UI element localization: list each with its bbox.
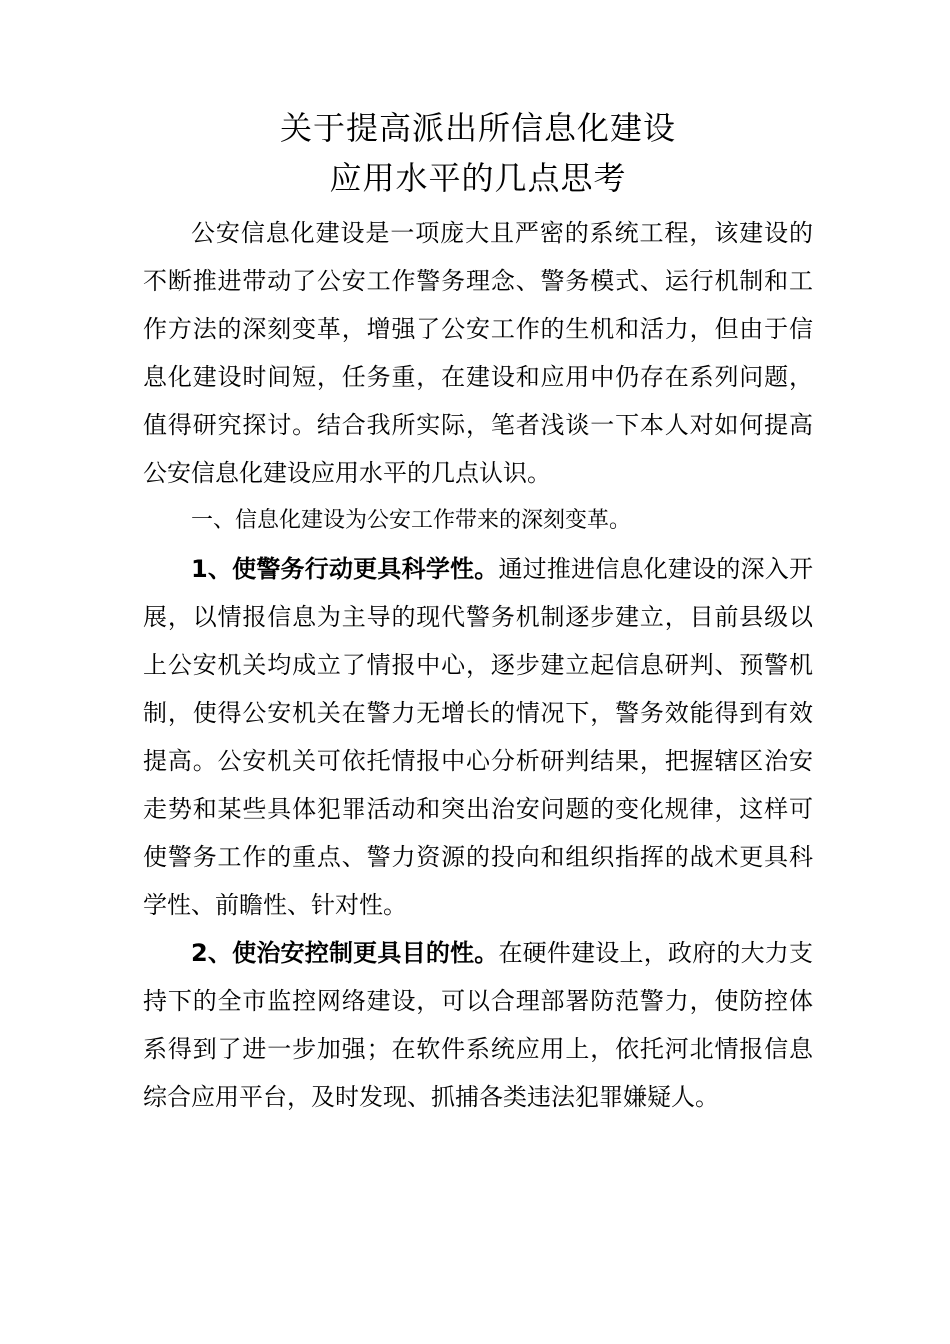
point-1-body: 通过推进信息化建设的深入开展，以情报信息为主导的现代警务机制逐步建立，目前县级以上公安机关均成立了情报中心，逐步建立起信息研判、预警机制，使得公安机关在警力无增长的情况下，警务效能得到有效提高。公安机关可依托情报中心分析研判结果，把握辖区治安走势和某些具体犯罪活动和突出治安问题的变化规律，这样可使警务工作的重点、警力资源的投向和组织指挥的战术更具科学性、前瞻性、针对性。 [143,555,813,919]
title-line-1: 关于提高派出所信息化建设 [279,109,676,147]
point-2-body: 在硬件建设上，政府的大力支持下的全市监控网络建设，可以合理部署防范警力，使防控体系得到了进一步加强；在软件系统应用上，依托河北情报信息综合应用平台，及时发现、抓捕各类违法犯罪嫌疑人。 [143,939,813,1111]
section-heading-1: 一、信息化建设为公安工作带来的深刻变革。 [191,508,632,533]
intro-paragraph: 公安信息化建设是一项庞大且严密的系统工程，该建设的不断推进带动了公安工作警务理念、警务模式、运行机制和工作方法的深刻变革，增强了公安工作的生机和活力，但由于信息化建设时间短，任务重，在建设和应用中仍存在系列问题，值得研究探讨。结合我所实际，笔者浅谈一下本人对如何提高公安信息化建设应用水平的几点认识。 [143,219,813,487]
document-title [143,103,813,203]
document-page [143,103,813,1121]
point-2-lead: 2、使治安控制更具目的性。 [191,939,499,967]
point-1-lead: 1、使警务行动更具科学性。 [191,555,499,583]
title-line-2: 应用水平的几点思考 [329,159,627,197]
point-1-paragraph [143,545,813,929]
point-2-paragraph [143,929,813,1121]
